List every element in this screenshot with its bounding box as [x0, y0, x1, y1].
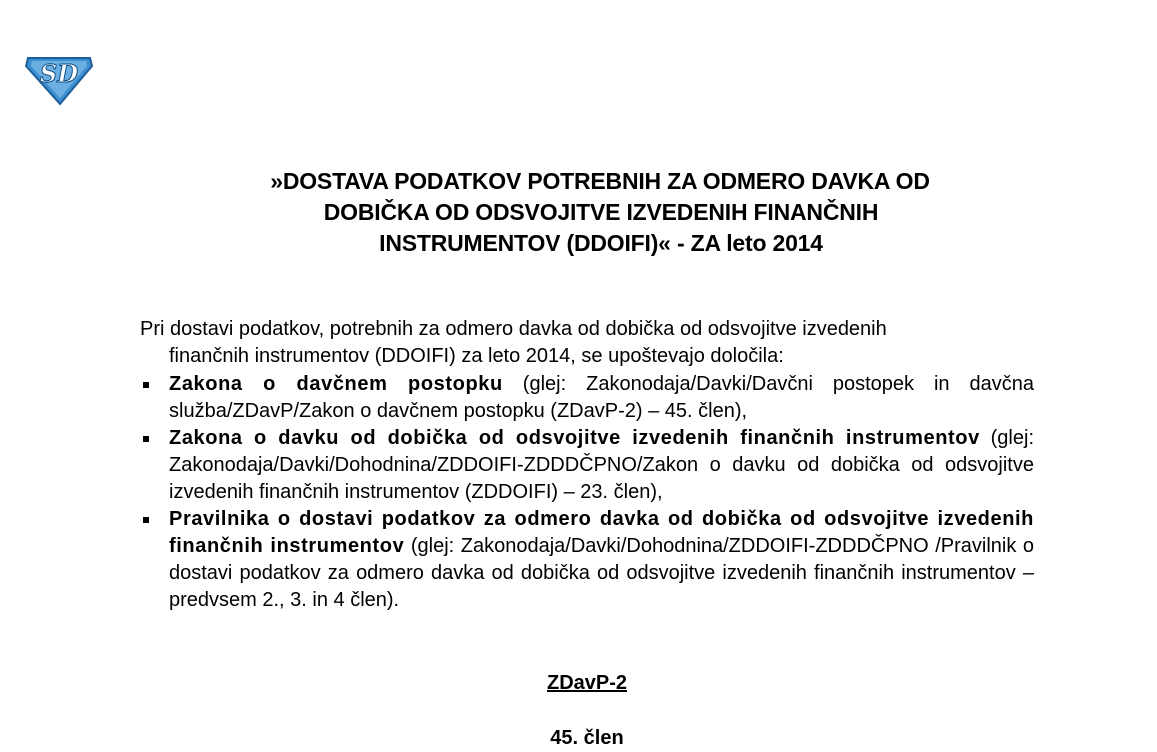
list-item-reference: (glej: Zakonodaja/Davki/Davčni postopek in davčna služba/ZDavP/Zakon o davčnem postopku (ZDavP-2) – 45. člen), — [169, 373, 1034, 422]
logo-text: SD — [39, 59, 79, 88]
bullet-icon — [143, 517, 149, 523]
list-item — [140, 425, 1034, 506]
article-heading: 45. člen — [550, 727, 624, 749]
document-title — [100, 166, 1100, 259]
list-item-law-name: Zakona o davku od dobička od odsvojitve izvedenih finančnih instrumentov — [169, 427, 980, 449]
list-item — [140, 506, 1034, 614]
regulation-list — [140, 371, 1034, 614]
title-line-2: DOBIČKA OD ODSVOJITVE IZVEDENIH FINANČNIH — [323, 199, 879, 225]
list-item-law-name: Zakona o davčnem postopku — [169, 373, 503, 395]
bullet-icon — [143, 436, 149, 442]
list-item-law-name: Pravilnika o dostavi podatkov za odmero davka od dobička od odsvojitve izvedenih finančnih instrumentov — [169, 508, 1034, 557]
list-item-reference: (glej: Zakonodaja/Davki/Dohodnina/ZDDOIFI-ZDDDČPNO/Zakon o davku od dobička od odsvojitve izvedenih finančnih instrumentov (ZDDOIFI) – 23. člen), — [169, 427, 1034, 503]
section-heading: ZDavP-2 — [546, 672, 628, 694]
title-line-1: »DOSTAVA PODATKOV POTREBNIH ZA ODMERO DAVKA OD — [270, 168, 930, 194]
bullet-icon — [143, 382, 149, 388]
intro-line-1: Pri dostavi podatkov, potrebnih za odmero davka od dobička od odsvojitve izvedenih — [140, 318, 887, 340]
list-item-reference: (glej: Zakonodaja/Davki/Dohodnina/ZDDOIFI-ZDDDČPNO /Pravilnik o dostavi podatkov za odmero davka od dobička od odsvojitve izvedenih finančnih instrumentov – predvsem 2., 3. in 4 člen). — [169, 535, 1034, 611]
intro-paragraph — [140, 316, 1034, 370]
title-line-3: INSTRUMENTOV (DDOIFI)« - ZA leto 2014 — [379, 230, 823, 256]
logo-sd-shield — [22, 50, 96, 106]
intro-line-2: finančnih instrumentov (DDOIFI) za leto 2014, se upoštevajo določila: — [169, 345, 784, 367]
list-item — [140, 371, 1034, 425]
